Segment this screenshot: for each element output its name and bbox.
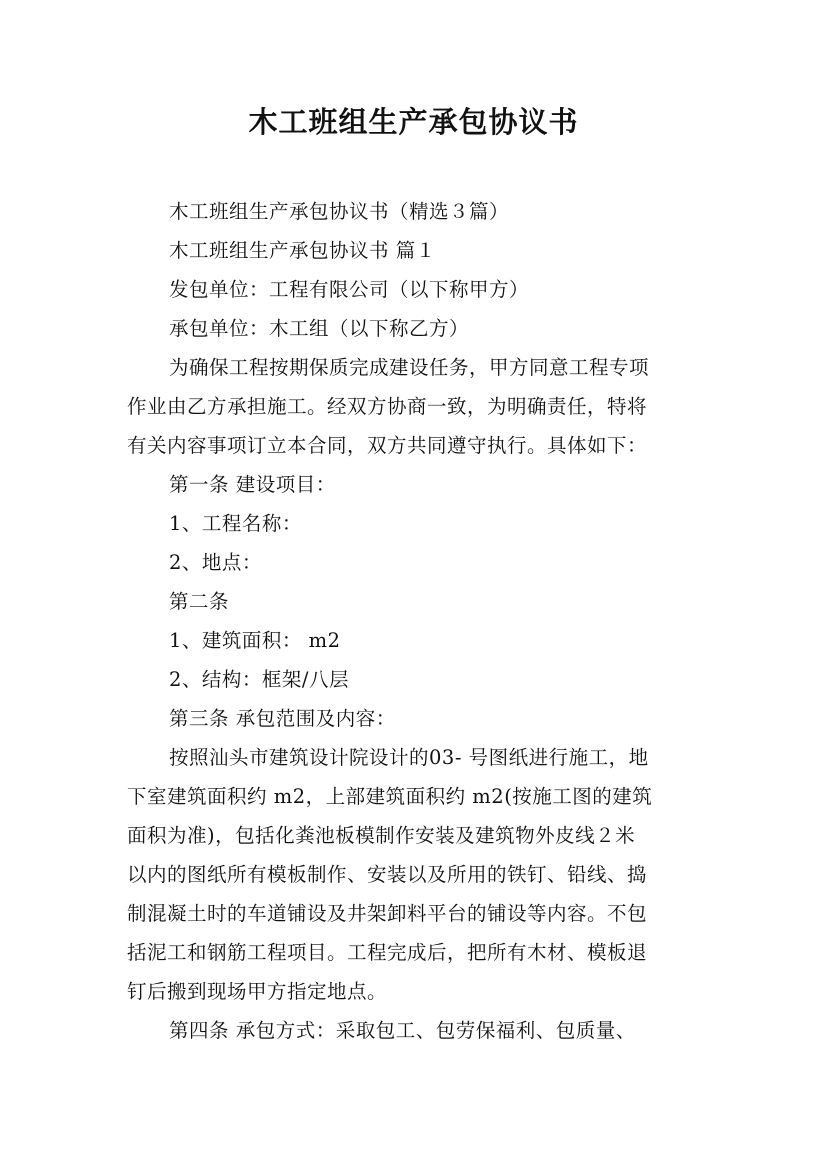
- paragraph-line: 面积为准)，包括化粪池板模制作安装及建筑物外皮线２米: [127, 824, 636, 847]
- paragraph-line: 括泥工和钢筋工程项目。工程完成后，把所有木材、模板退: [127, 941, 648, 964]
- paragraph-line: 下室建筑面积约 m2，上部建筑面积约 m2(按施工图的建筑: [127, 785, 653, 808]
- paragraph-line: 2、地点：: [169, 551, 262, 574]
- paragraph-line: 承包单位：木工组（以下称乙方）: [169, 317, 470, 340]
- paragraph-line: 2、结构：框架/八层: [169, 668, 349, 691]
- document-title: 木工班组生产承包协议书: [248, 105, 579, 139]
- paragraph-line: 按照汕头市建筑设计院设计的03- 号图纸进行施工，地: [169, 746, 649, 769]
- paragraph-line: 钉后搬到现场甲方指定地点。: [127, 980, 388, 1003]
- paragraph-line: 制混凝土时的车道铺设及井架卸料平台的铺设等内容。不包: [127, 902, 648, 925]
- paragraph-intro-title: [127, 192, 717, 231]
- paragraph-line: 作业由乙方承担施工。经双方协商一致，为明确责任，特将: [127, 395, 648, 418]
- paragraph-section-heading: [127, 231, 717, 270]
- paragraph-line: 发包单位：工程有限公司（以下称甲方）: [169, 278, 530, 301]
- paragraph-line: 以内的图纸所有模板制作、安装以及所用的铁钉、铅线、捣: [127, 863, 648, 886]
- paragraph-line: 第四条 承包方式：采取包工、包劳保福利、包质量、: [169, 1019, 636, 1042]
- paragraph-article-2: [127, 582, 717, 621]
- paragraph-project-name: [127, 504, 717, 543]
- paragraph-line: 第二条: [169, 590, 230, 613]
- paragraph-article-1: [127, 465, 717, 504]
- paragraph-line: 1、建筑面积： m2: [169, 629, 341, 652]
- paragraph-party-a: [127, 270, 717, 309]
- paragraph-article-3: [127, 699, 717, 738]
- paragraph-line: 第一条 建设项目：: [169, 473, 336, 496]
- paragraph-scope: [127, 738, 717, 1011]
- paragraph-structure: [127, 660, 717, 699]
- paragraph-line: 第三条 承包范围及内容：: [169, 707, 396, 730]
- paragraph-line: 1、工程名称：: [169, 512, 302, 535]
- paragraph-line: 为确保工程按期保质完成建设任务，甲方同意工程专项: [169, 356, 650, 379]
- paragraph-line: 有关内容事项订立本合同，双方共同遵守执行。具体如下：: [127, 434, 648, 457]
- paragraph-article-4: [127, 1011, 717, 1050]
- paragraph-building-area: [127, 621, 717, 660]
- paragraph-location: [127, 543, 717, 582]
- document-body: [127, 192, 717, 1050]
- paragraph-line: 木工班组生产承包协议书（精选３篇）: [169, 200, 510, 223]
- paragraph-line: 木工班组生产承包协议书 篇１: [169, 239, 436, 262]
- paragraph-party-b: [127, 309, 717, 348]
- paragraph-preamble: [127, 348, 717, 465]
